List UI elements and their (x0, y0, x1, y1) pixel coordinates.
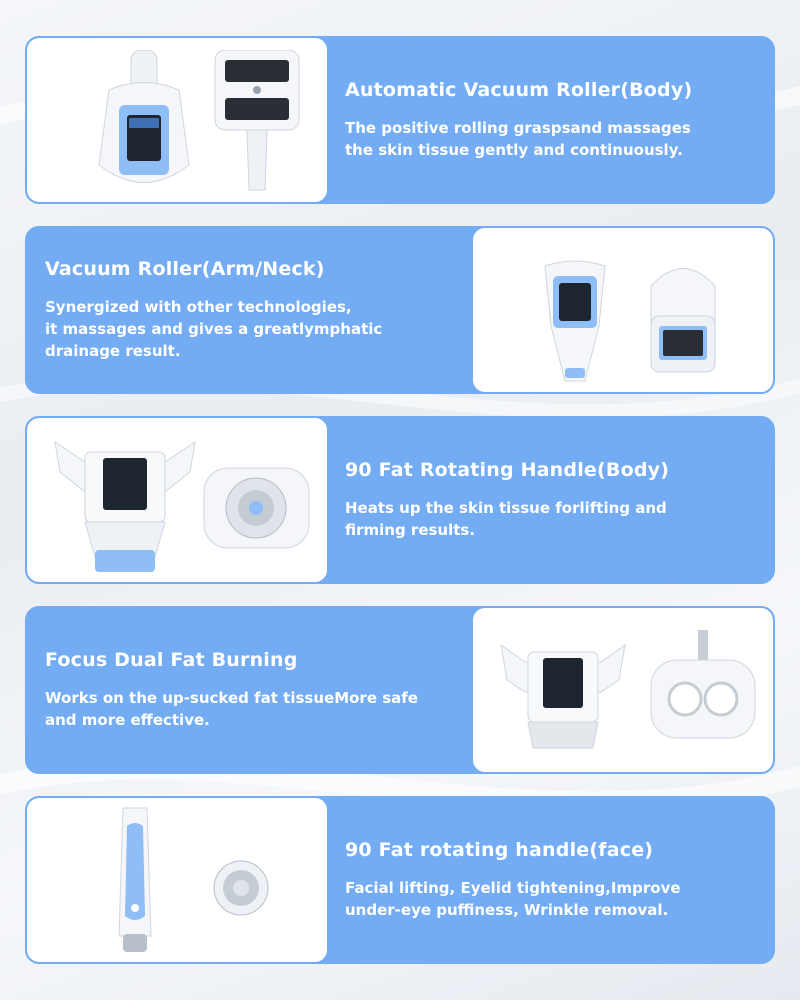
card-title: 90 Fat rotating handle(face) (345, 839, 654, 861)
roller-body-handle-icon (89, 50, 199, 196)
card-description: Works on the up-sucked fat tissueMore safe and more effective. (45, 689, 418, 729)
card-text (27, 608, 473, 772)
card-text (327, 418, 773, 582)
card-text (327, 798, 773, 962)
product-photo-panel (27, 798, 327, 962)
card-description: The positive rolling graspsand massages the skin tissue gently and continuously. (345, 119, 691, 159)
roller-arm-handle-icon (535, 256, 615, 386)
dual-fat-handle-icon (493, 630, 633, 755)
card-description: Heats up the skin tissue forlifting and firming results. (345, 499, 667, 539)
feature-card-focus-dual-fat (25, 606, 775, 774)
roller-body-head-icon (207, 50, 307, 196)
rotating-body-head-icon (199, 458, 314, 558)
card-description: Synergized with other technologies, it massages and gives a greatlymphatic drainage result. (45, 298, 383, 360)
roller-arm-head-icon (643, 256, 723, 386)
feature-card-fat-rotating-face (25, 796, 775, 964)
dual-fat-head-icon (643, 630, 763, 755)
rotating-body-handle-icon (45, 432, 205, 574)
face-head-icon (211, 858, 271, 918)
face-pen-handle-icon (105, 806, 165, 958)
feature-card-vacuum-roller-body (25, 36, 775, 204)
product-photo-panel (27, 418, 327, 582)
card-text (27, 228, 473, 392)
feature-card-vacuum-roller-arm-neck (25, 226, 775, 394)
card-title: Automatic Vacuum Roller(Body) (345, 79, 693, 101)
card-description: Facial lifting, Eyelid tightening,Improve under-eye puffiness, Wrinkle removal. (345, 879, 681, 919)
feature-card-fat-rotating-body (25, 416, 775, 584)
card-title: 90 Fat Rotating Handle(Body) (345, 459, 670, 481)
product-photo-panel (27, 38, 327, 202)
card-text (327, 38, 773, 202)
card-title: Vacuum Roller(Arm/Neck) (45, 258, 325, 280)
product-photo-panel (473, 228, 773, 392)
card-title: Focus Dual Fat Burning (45, 649, 298, 671)
product-photo-panel (473, 608, 773, 772)
